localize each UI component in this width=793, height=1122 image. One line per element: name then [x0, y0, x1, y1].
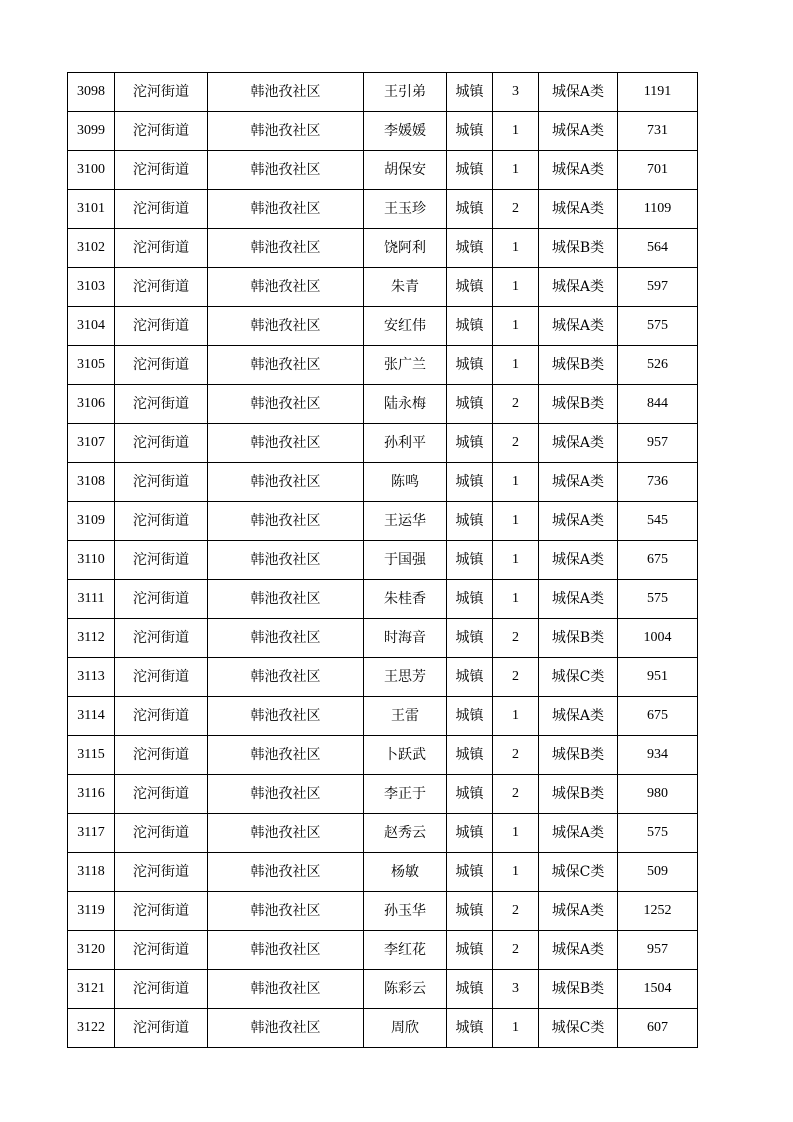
person-name-cell: 王运华 [364, 502, 447, 541]
person-name-cell: 于国强 [364, 541, 447, 580]
record-id-cell: 3120 [68, 931, 115, 970]
insurance-category-cell: 城保A类 [539, 268, 618, 307]
street-name-cell: 沱河街道 [115, 112, 208, 151]
person-name-cell: 杨敏 [364, 853, 447, 892]
amount-cell: 1109 [618, 190, 698, 229]
community-name-cell: 韩池孜社区 [208, 502, 364, 541]
insurance-category-cell: 城保A类 [539, 463, 618, 502]
insurance-category-cell: 城保A类 [539, 931, 618, 970]
community-name-cell: 韩池孜社区 [208, 190, 364, 229]
street-name-cell: 沱河街道 [115, 1009, 208, 1048]
amount-cell: 980 [618, 775, 698, 814]
table-row [68, 424, 698, 463]
street-name-cell: 沱河街道 [115, 502, 208, 541]
insurance-category-cell: 城保C类 [539, 658, 618, 697]
area-type-cell: 城镇 [447, 775, 493, 814]
street-name-cell: 沱河街道 [115, 463, 208, 502]
amount-cell: 1191 [618, 73, 698, 112]
amount-cell: 1504 [618, 970, 698, 1009]
street-name-cell: 沱河街道 [115, 151, 208, 190]
insurance-category-cell: 城保A类 [539, 892, 618, 931]
community-name-cell: 韩池孜社区 [208, 463, 364, 502]
table-row [68, 658, 698, 697]
record-id-cell: 3103 [68, 268, 115, 307]
insurance-category-cell: 城保B类 [539, 775, 618, 814]
household-count-cell: 1 [493, 112, 539, 151]
household-count-cell: 1 [493, 463, 539, 502]
record-id-cell: 3122 [68, 1009, 115, 1048]
street-name-cell: 沱河街道 [115, 736, 208, 775]
household-count-cell: 1 [493, 853, 539, 892]
area-type-cell: 城镇 [447, 112, 493, 151]
street-name-cell: 沱河街道 [115, 73, 208, 112]
person-name-cell: 李正于 [364, 775, 447, 814]
insurance-category-cell: 城保A类 [539, 541, 618, 580]
person-name-cell: 王玉珍 [364, 190, 447, 229]
street-name-cell: 沱河街道 [115, 697, 208, 736]
community-name-cell: 韩池孜社区 [208, 385, 364, 424]
area-type-cell: 城镇 [447, 502, 493, 541]
amount-cell: 951 [618, 658, 698, 697]
insurance-category-cell: 城保B类 [539, 619, 618, 658]
table-row [68, 190, 698, 229]
street-name-cell: 沱河街道 [115, 814, 208, 853]
area-type-cell: 城镇 [447, 190, 493, 229]
community-name-cell: 韩池孜社区 [208, 151, 364, 190]
household-count-cell: 1 [493, 580, 539, 619]
household-count-cell: 1 [493, 541, 539, 580]
person-name-cell: 周欣 [364, 1009, 447, 1048]
community-name-cell: 韩池孜社区 [208, 970, 364, 1009]
insurance-category-cell: 城保B类 [539, 736, 618, 775]
record-id-cell: 3117 [68, 814, 115, 853]
roster-table [67, 72, 698, 1048]
community-name-cell: 韩池孜社区 [208, 112, 364, 151]
area-type-cell: 城镇 [447, 541, 493, 580]
insurance-category-cell: 城保A类 [539, 112, 618, 151]
table-row [68, 502, 698, 541]
household-count-cell: 2 [493, 892, 539, 931]
record-id-cell: 3114 [68, 697, 115, 736]
person-name-cell: 陈彩云 [364, 970, 447, 1009]
table-row [68, 541, 698, 580]
street-name-cell: 沱河街道 [115, 346, 208, 385]
record-id-cell: 3121 [68, 970, 115, 1009]
street-name-cell: 沱河街道 [115, 658, 208, 697]
table-row [68, 970, 698, 1009]
table-row [68, 346, 698, 385]
table-row [68, 268, 698, 307]
table-row [68, 775, 698, 814]
person-name-cell: 陆永梅 [364, 385, 447, 424]
person-name-cell: 孙利平 [364, 424, 447, 463]
person-name-cell: 李媛媛 [364, 112, 447, 151]
area-type-cell: 城镇 [447, 268, 493, 307]
street-name-cell: 沱河街道 [115, 619, 208, 658]
record-id-cell: 3119 [68, 892, 115, 931]
record-id-cell: 3108 [68, 463, 115, 502]
household-count-cell: 2 [493, 736, 539, 775]
community-name-cell: 韩池孜社区 [208, 892, 364, 931]
street-name-cell: 沱河街道 [115, 385, 208, 424]
street-name-cell: 沱河街道 [115, 541, 208, 580]
insurance-category-cell: 城保A类 [539, 697, 618, 736]
insurance-category-cell: 城保C类 [539, 853, 618, 892]
insurance-category-cell: 城保B类 [539, 970, 618, 1009]
amount-cell: 1252 [618, 892, 698, 931]
table-row [68, 307, 698, 346]
community-name-cell: 韩池孜社区 [208, 268, 364, 307]
street-name-cell: 沱河街道 [115, 931, 208, 970]
amount-cell: 575 [618, 307, 698, 346]
community-name-cell: 韩池孜社区 [208, 229, 364, 268]
record-id-cell: 3111 [68, 580, 115, 619]
table-row [68, 463, 698, 502]
person-name-cell: 张广兰 [364, 346, 447, 385]
person-name-cell: 李红花 [364, 931, 447, 970]
street-name-cell: 沱河街道 [115, 853, 208, 892]
table-row [68, 853, 698, 892]
amount-cell: 597 [618, 268, 698, 307]
area-type-cell: 城镇 [447, 931, 493, 970]
area-type-cell: 城镇 [447, 892, 493, 931]
table-row [68, 931, 698, 970]
area-type-cell: 城镇 [447, 151, 493, 190]
insurance-category-cell: 城保C类 [539, 1009, 618, 1048]
record-id-cell: 3118 [68, 853, 115, 892]
insurance-category-cell: 城保B类 [539, 229, 618, 268]
amount-cell: 701 [618, 151, 698, 190]
area-type-cell: 城镇 [447, 73, 493, 112]
community-name-cell: 韩池孜社区 [208, 853, 364, 892]
insurance-category-cell: 城保B类 [539, 385, 618, 424]
person-name-cell: 王思芳 [364, 658, 447, 697]
household-count-cell: 3 [493, 970, 539, 1009]
table-row [68, 697, 698, 736]
record-id-cell: 3099 [68, 112, 115, 151]
community-name-cell: 韩池孜社区 [208, 931, 364, 970]
street-name-cell: 沱河街道 [115, 775, 208, 814]
household-count-cell: 2 [493, 424, 539, 463]
record-id-cell: 3116 [68, 775, 115, 814]
amount-cell: 736 [618, 463, 698, 502]
amount-cell: 675 [618, 697, 698, 736]
record-id-cell: 3112 [68, 619, 115, 658]
table-row [68, 736, 698, 775]
insurance-category-cell: 城保A类 [539, 814, 618, 853]
street-name-cell: 沱河街道 [115, 307, 208, 346]
household-count-cell: 1 [493, 229, 539, 268]
community-name-cell: 韩池孜社区 [208, 346, 364, 385]
street-name-cell: 沱河街道 [115, 190, 208, 229]
amount-cell: 526 [618, 346, 698, 385]
household-count-cell: 1 [493, 1009, 539, 1048]
amount-cell: 934 [618, 736, 698, 775]
amount-cell: 509 [618, 853, 698, 892]
area-type-cell: 城镇 [447, 658, 493, 697]
record-id-cell: 3113 [68, 658, 115, 697]
person-name-cell: 胡保安 [364, 151, 447, 190]
area-type-cell: 城镇 [447, 736, 493, 775]
insurance-category-cell: 城保B类 [539, 346, 618, 385]
insurance-category-cell: 城保A类 [539, 502, 618, 541]
amount-cell: 545 [618, 502, 698, 541]
table-row [68, 1009, 698, 1048]
amount-cell: 575 [618, 814, 698, 853]
household-count-cell: 2 [493, 931, 539, 970]
area-type-cell: 城镇 [447, 385, 493, 424]
table-row [68, 619, 698, 658]
household-count-cell: 2 [493, 658, 539, 697]
household-count-cell: 1 [493, 151, 539, 190]
amount-cell: 607 [618, 1009, 698, 1048]
table-row [68, 229, 698, 268]
table-row [68, 814, 698, 853]
household-count-cell: 1 [493, 502, 539, 541]
area-type-cell: 城镇 [447, 1009, 493, 1048]
record-id-cell: 3110 [68, 541, 115, 580]
insurance-category-cell: 城保A类 [539, 190, 618, 229]
community-name-cell: 韩池孜社区 [208, 775, 364, 814]
amount-cell: 575 [618, 580, 698, 619]
amount-cell: 1004 [618, 619, 698, 658]
community-name-cell: 韩池孜社区 [208, 619, 364, 658]
record-id-cell: 3106 [68, 385, 115, 424]
record-id-cell: 3115 [68, 736, 115, 775]
insurance-category-cell: 城保A类 [539, 424, 618, 463]
table-row [68, 385, 698, 424]
area-type-cell: 城镇 [447, 619, 493, 658]
household-count-cell: 2 [493, 775, 539, 814]
insurance-category-cell: 城保A类 [539, 151, 618, 190]
amount-cell: 957 [618, 931, 698, 970]
table-row [68, 112, 698, 151]
person-name-cell: 陈鸣 [364, 463, 447, 502]
street-name-cell: 沱河街道 [115, 970, 208, 1009]
table-row [68, 151, 698, 190]
area-type-cell: 城镇 [447, 307, 493, 346]
area-type-cell: 城镇 [447, 463, 493, 502]
area-type-cell: 城镇 [447, 970, 493, 1009]
household-count-cell: 1 [493, 814, 539, 853]
insurance-category-cell: 城保A类 [539, 307, 618, 346]
area-type-cell: 城镇 [447, 346, 493, 385]
street-name-cell: 沱河街道 [115, 229, 208, 268]
person-name-cell: 朱青 [364, 268, 447, 307]
insurance-category-cell: 城保A类 [539, 73, 618, 112]
community-name-cell: 韩池孜社区 [208, 580, 364, 619]
household-count-cell: 1 [493, 697, 539, 736]
community-name-cell: 韩池孜社区 [208, 814, 364, 853]
person-name-cell: 王雷 [364, 697, 447, 736]
community-name-cell: 韩池孜社区 [208, 658, 364, 697]
table-row [68, 892, 698, 931]
amount-cell: 564 [618, 229, 698, 268]
amount-cell: 731 [618, 112, 698, 151]
insurance-category-cell: 城保A类 [539, 580, 618, 619]
household-count-cell: 2 [493, 190, 539, 229]
record-id-cell: 3100 [68, 151, 115, 190]
person-name-cell: 安红伟 [364, 307, 447, 346]
community-name-cell: 韩池孜社区 [208, 424, 364, 463]
community-name-cell: 韩池孜社区 [208, 1009, 364, 1048]
community-name-cell: 韩池孜社区 [208, 541, 364, 580]
record-id-cell: 3105 [68, 346, 115, 385]
household-count-cell: 2 [493, 385, 539, 424]
household-count-cell: 2 [493, 619, 539, 658]
area-type-cell: 城镇 [447, 697, 493, 736]
person-name-cell: 时海音 [364, 619, 447, 658]
street-name-cell: 沱河街道 [115, 580, 208, 619]
street-name-cell: 沱河街道 [115, 424, 208, 463]
household-count-cell: 1 [493, 346, 539, 385]
record-id-cell: 3107 [68, 424, 115, 463]
record-id-cell: 3109 [68, 502, 115, 541]
area-type-cell: 城镇 [447, 580, 493, 619]
table-row [68, 73, 698, 112]
amount-cell: 844 [618, 385, 698, 424]
community-name-cell: 韩池孜社区 [208, 307, 364, 346]
street-name-cell: 沱河街道 [115, 892, 208, 931]
amount-cell: 675 [618, 541, 698, 580]
area-type-cell: 城镇 [447, 853, 493, 892]
area-type-cell: 城镇 [447, 229, 493, 268]
household-count-cell: 1 [493, 307, 539, 346]
roster-body [68, 73, 698, 1048]
area-type-cell: 城镇 [447, 814, 493, 853]
amount-cell: 957 [618, 424, 698, 463]
person-name-cell: 饶阿利 [364, 229, 447, 268]
community-name-cell: 韩池孜社区 [208, 736, 364, 775]
area-type-cell: 城镇 [447, 424, 493, 463]
person-name-cell: 王引弟 [364, 73, 447, 112]
household-count-cell: 3 [493, 73, 539, 112]
household-count-cell: 1 [493, 268, 539, 307]
record-id-cell: 3101 [68, 190, 115, 229]
community-name-cell: 韩池孜社区 [208, 73, 364, 112]
table-row [68, 580, 698, 619]
person-name-cell: 朱桂香 [364, 580, 447, 619]
community-name-cell: 韩池孜社区 [208, 697, 364, 736]
record-id-cell: 3102 [68, 229, 115, 268]
person-name-cell: 赵秀云 [364, 814, 447, 853]
street-name-cell: 沱河街道 [115, 268, 208, 307]
record-id-cell: 3098 [68, 73, 115, 112]
person-name-cell: 卜跃武 [364, 736, 447, 775]
person-name-cell: 孙玉华 [364, 892, 447, 931]
record-id-cell: 3104 [68, 307, 115, 346]
